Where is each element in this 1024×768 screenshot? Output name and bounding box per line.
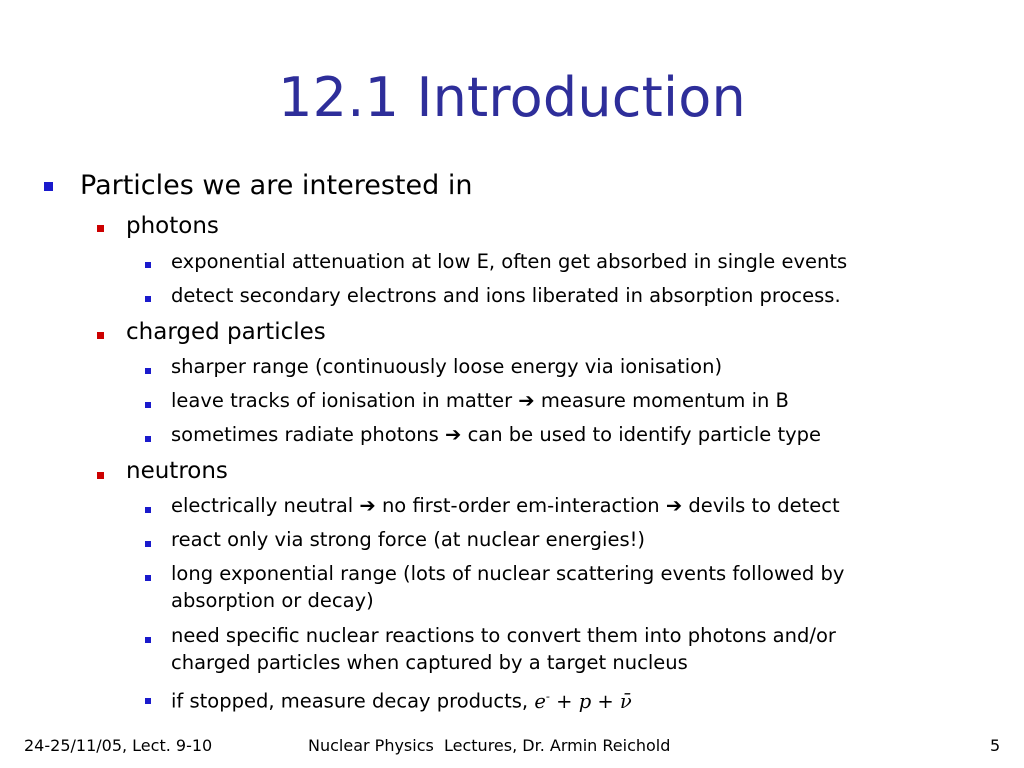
bullet-l2 bbox=[97, 225, 104, 232]
neutrons-item-1 bbox=[171, 492, 840, 519]
charged-item-3-b: can be used to identify particle type bbox=[467, 423, 822, 446]
neutrons-item-2: react only via strong force (at nuclear energies!) bbox=[171, 528, 646, 551]
charged-item-2 bbox=[171, 387, 789, 414]
formula-electron: e bbox=[534, 689, 546, 713]
formula-superscript: - bbox=[545, 689, 550, 703]
bullet-l3 bbox=[145, 575, 151, 581]
bullet-l3 bbox=[145, 402, 151, 408]
neutrons-item-4-line1: need specific nuclear reactions to convert them into photons and/or bbox=[171, 624, 836, 647]
bullet-l3 bbox=[145, 436, 151, 442]
neutrons-item-3-line2: absorption or decay) bbox=[171, 589, 374, 612]
bullet-l3 bbox=[145, 637, 151, 643]
footer-left: 24-25/11/05, Lect. 9-10 bbox=[24, 736, 213, 755]
group-label-photons: photons bbox=[126, 213, 219, 239]
neutrons-item-1-b: no first-order em-interaction bbox=[381, 494, 660, 517]
arrow-right-icon: ➔ bbox=[359, 494, 376, 517]
bullet-l3 bbox=[145, 296, 151, 302]
neutrons-item-1-c: devils to detect bbox=[688, 494, 840, 517]
arrow-right-icon: ➔ bbox=[518, 389, 535, 412]
charged-item-1: sharper range (continuously loose energy via ionisation) bbox=[171, 355, 723, 378]
decay-formula bbox=[534, 690, 631, 713]
bullet-l3 bbox=[145, 368, 151, 374]
bullet-l2 bbox=[97, 472, 104, 479]
formula-antineutrino: ν̄ bbox=[619, 689, 632, 713]
charged-item-3-a: sometimes radiate photons bbox=[171, 423, 439, 446]
slide-title: 12.1 Introduction bbox=[278, 66, 746, 129]
charged-item-2-b: measure momentum in B bbox=[540, 389, 789, 412]
neutrons-item-1-a: electrically neutral bbox=[171, 494, 354, 517]
neutrons-item-3-line1: long exponential range (lots of nuclear scattering events followed by bbox=[171, 562, 845, 585]
bullet-l1 bbox=[44, 182, 53, 191]
formula-proton: + p + bbox=[549, 689, 620, 713]
neutrons-item-5-prefix: if stopped, measure decay products, bbox=[171, 689, 529, 713]
footer-page-number: 5 bbox=[990, 736, 1001, 755]
bullet-l2 bbox=[97, 332, 104, 339]
bullet-l3 bbox=[145, 541, 151, 547]
footer-center: Nuclear Physics Lectures, Dr. Armin Reichold bbox=[308, 736, 671, 755]
heading-particles: Particles we are interested in bbox=[80, 170, 473, 201]
neutrons-item-4-line2: charged particles when captured by a target nucleus bbox=[171, 651, 688, 674]
photons-item-2: detect secondary electrons and ions liberated in absorption process. bbox=[171, 284, 841, 307]
bullet-l3 bbox=[145, 262, 151, 268]
group-label-neutrons: neutrons bbox=[126, 458, 228, 484]
charged-item-2-a: leave tracks of ionisation in matter bbox=[171, 389, 513, 412]
neutrons-item-5 bbox=[171, 683, 632, 715]
charged-item-3 bbox=[171, 421, 821, 448]
bullet-l3 bbox=[145, 507, 151, 513]
group-label-charged: charged particles bbox=[126, 319, 326, 345]
bullet-l3 bbox=[145, 698, 151, 704]
arrow-right-icon: ➔ bbox=[665, 494, 683, 517]
photons-item-1: exponential attenuation at low E, often get absorbed in single events bbox=[171, 250, 848, 273]
arrow-right-icon: ➔ bbox=[445, 423, 462, 446]
